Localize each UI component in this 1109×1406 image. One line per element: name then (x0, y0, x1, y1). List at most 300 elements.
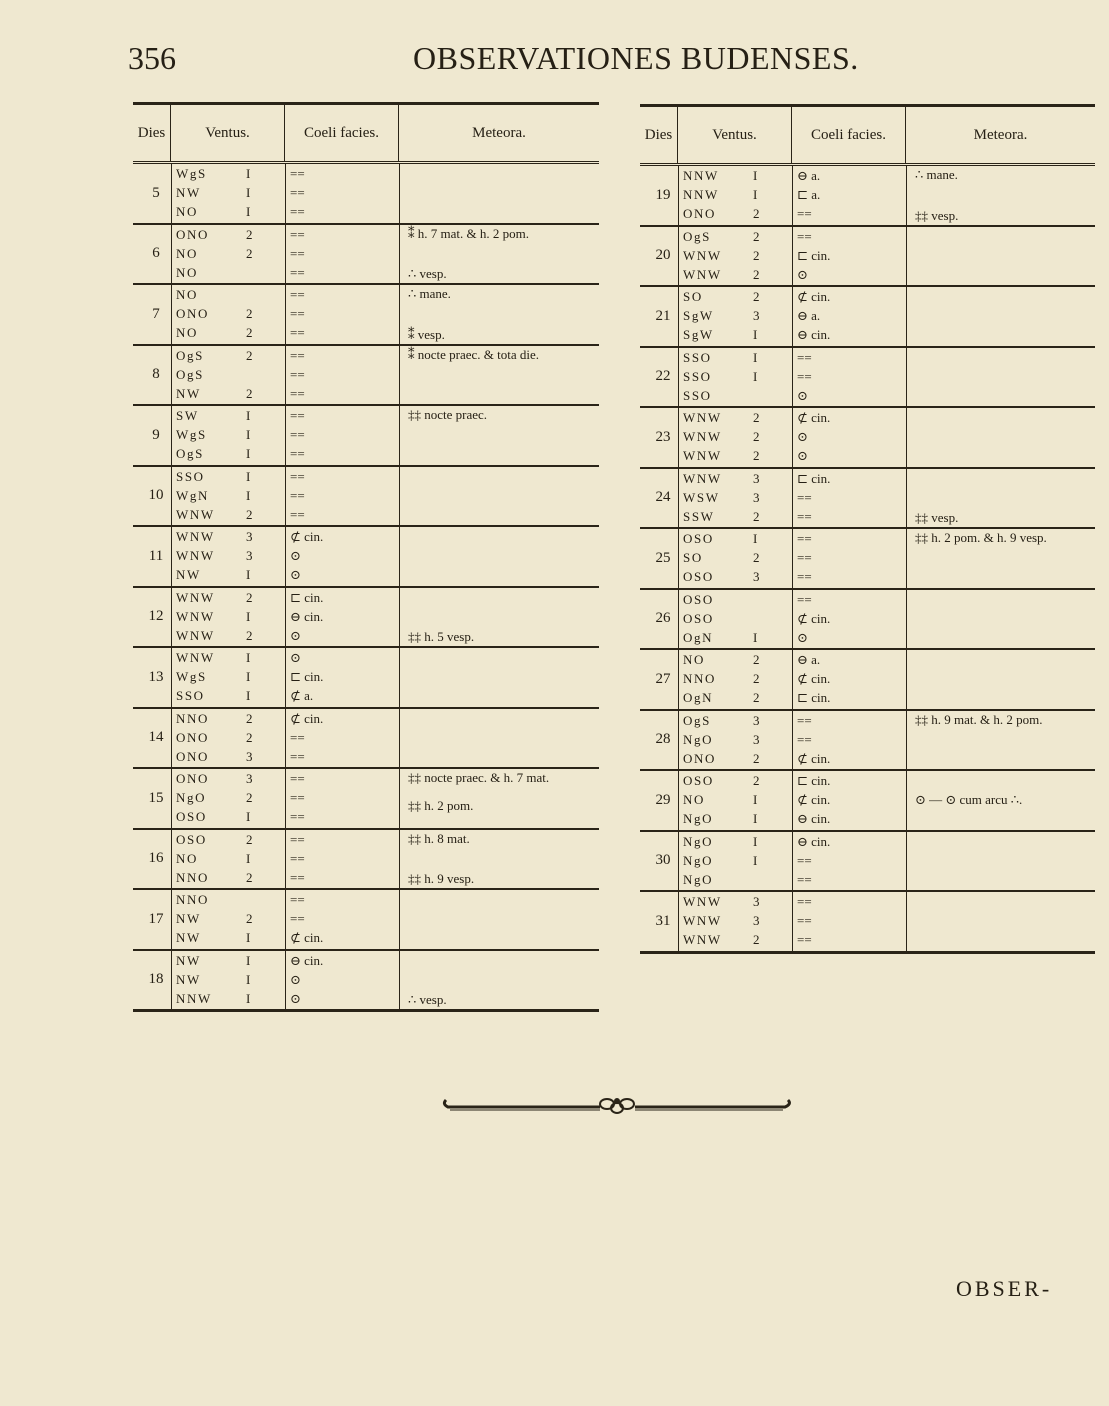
sky-cell (285, 709, 399, 768)
sky-symbol: == (797, 852, 812, 868)
wind-reading (683, 410, 792, 426)
wind-reading (176, 348, 285, 364)
sky-symbol: == (290, 226, 305, 242)
meteora-cell (906, 408, 1095, 467)
day-cell: 15 (148, 789, 164, 806)
wind-cell (678, 287, 792, 346)
sky-symbol: ⊙ (797, 387, 808, 403)
sky-symbol: == (290, 911, 305, 927)
table-row (133, 164, 599, 225)
sky-symbol: == (797, 228, 812, 244)
sky-symbol: ⊄ a. (290, 688, 314, 704)
wind-direction: SSO (683, 368, 712, 384)
sky-symbol: == (290, 468, 305, 484)
wind-direction: WgN (176, 487, 209, 503)
wind-force: I (246, 427, 252, 443)
meteora-cell (399, 769, 599, 828)
wind-force: 2 (753, 508, 762, 524)
header-meteora: Meteora. (472, 124, 526, 141)
wind-cell (171, 225, 285, 284)
wind-force (246, 892, 266, 908)
meteora-cell (906, 892, 1095, 951)
day-cell: 27 (655, 670, 671, 687)
sky-symbol: ⊖ cin. (797, 833, 831, 849)
wind-direction: WgS (176, 669, 207, 685)
wind-force: I (753, 368, 759, 384)
wind-force: 3 (246, 771, 255, 787)
wind-direction: WNW (176, 608, 215, 624)
day-cell: 28 (655, 731, 671, 748)
sky-symbol: == (797, 531, 812, 547)
wind-direction: WNW (176, 650, 215, 666)
meteora-note: ‡‡ h. 2 pom. & h. 9 vesp. (915, 530, 1047, 545)
day-cell: 14 (148, 729, 164, 746)
wind-reading (176, 567, 285, 583)
wind-reading (683, 932, 792, 948)
sky-cell (285, 588, 399, 647)
sky-symbol: == (290, 366, 305, 382)
wind-cell (171, 890, 285, 949)
sky-symbol: ⊏ cin. (290, 589, 324, 605)
wind-reading (176, 911, 285, 927)
table-row (640, 590, 1095, 651)
meteora-note: ⁑ h. 7 mat. & h. 2 pom. (408, 225, 529, 241)
day-cell: 22 (655, 368, 671, 385)
sky-symbol: == (290, 325, 305, 341)
wind-force: 2 (753, 932, 762, 948)
day-cell: 9 (152, 426, 160, 443)
table-row (640, 650, 1095, 711)
wind-reading (176, 953, 285, 969)
meteora-note: ‡‡ h. 8 mat. (408, 830, 470, 846)
wind-direction: WNW (683, 247, 722, 263)
day-cell: 31 (655, 912, 671, 929)
day-cell: 11 (148, 547, 164, 564)
day-cell: 17 (148, 910, 164, 927)
wind-direction: NNW (683, 187, 719, 203)
day-cell: 18 (148, 971, 164, 988)
wind-direction: OSO (176, 831, 207, 847)
wind-force: 2 (246, 306, 255, 322)
sky-symbol: == (290, 166, 305, 182)
wind-force: 3 (753, 470, 762, 486)
sky-cell (792, 348, 906, 407)
table-row (133, 648, 599, 709)
meteora-note: ‡‡ h. 9 vesp. (408, 871, 475, 886)
wind-force: 3 (246, 748, 255, 764)
wind-cell (171, 648, 285, 707)
wind-force: 2 (246, 506, 255, 522)
meteora-note: ∴ vesp. (408, 992, 447, 1007)
day-cell: 25 (655, 549, 671, 566)
wind-direction: WNW (176, 529, 215, 545)
sky-cell (285, 648, 399, 707)
wind-direction: NgO (683, 811, 714, 827)
wind-direction: WNW (683, 448, 722, 464)
wind-reading (683, 751, 792, 767)
wind-reading (683, 248, 792, 264)
sky-symbol: ⊙ (290, 548, 301, 564)
wind-direction: NgO (176, 790, 207, 806)
table-row (640, 832, 1095, 893)
wind-reading (683, 690, 792, 706)
sky-cell (792, 529, 906, 588)
weather-table-left (133, 102, 599, 1012)
sky-symbol: == (797, 206, 812, 222)
sky-symbol: ⊄ cin. (797, 792, 831, 808)
wind-direction: WNW (176, 627, 215, 643)
wind-force: 2 (753, 448, 762, 464)
meteora-note: ⁑ nocte praec. & tota die. (408, 346, 540, 362)
wind-force: 2 (246, 245, 255, 261)
wind-reading (176, 749, 285, 765)
wind-reading (176, 469, 285, 485)
wind-reading (683, 894, 792, 910)
wind-direction: OSO (683, 569, 714, 585)
wind-reading (176, 367, 285, 383)
wind-force: 2 (246, 627, 255, 643)
wind-force: I (246, 930, 252, 946)
wind-direction: NW (176, 567, 201, 583)
sky-cell (285, 285, 399, 344)
meteora-cell (906, 650, 1095, 709)
wind-reading (683, 713, 792, 729)
wind-reading (176, 185, 285, 201)
sky-symbol: ⊄ cin. (290, 529, 324, 545)
header-ventus: Ventus. (678, 107, 792, 163)
wind-force (246, 367, 266, 383)
wind-direction: ONO (176, 748, 209, 764)
wind-reading (176, 246, 285, 262)
table-header (133, 105, 599, 164)
wind-direction: SgW (683, 327, 714, 343)
meteora-cell (906, 469, 1095, 528)
wind-direction: NgO (683, 731, 714, 747)
sky-symbol: == (290, 831, 305, 847)
meteora-cell (399, 527, 599, 586)
table-row (133, 830, 599, 891)
wind-cell (171, 527, 285, 586)
wind-reading (176, 227, 285, 243)
day-cell: 30 (655, 852, 671, 869)
wind-direction: NNW (176, 990, 212, 1006)
wind-force: I (246, 204, 252, 220)
wind-force: 2 (246, 869, 255, 885)
day-cell: 29 (655, 791, 671, 808)
wind-force (753, 872, 773, 888)
sky-symbol: == (290, 347, 305, 363)
sky-cell (792, 711, 906, 770)
meteora-cell (906, 590, 1095, 649)
wind-cell (678, 832, 792, 891)
wind-direction: ONO (176, 771, 209, 787)
wind-reading (683, 490, 792, 506)
header-coeli: Coeli facies. (285, 105, 399, 161)
table-row (133, 225, 599, 286)
wind-direction: OgN (683, 690, 714, 706)
wind-direction: WNW (176, 589, 215, 605)
sky-symbol: ⊙ (797, 448, 808, 464)
wind-force: 3 (246, 529, 255, 545)
meteora-cell (906, 711, 1095, 770)
wind-force: I (246, 166, 252, 182)
sky-symbol: == (797, 894, 812, 910)
meteora-cell (906, 529, 1095, 588)
sky-symbol: ⊏ a. (797, 187, 821, 203)
sky-symbol: == (797, 508, 812, 524)
wind-force: I (246, 487, 252, 503)
wind-force: I (753, 792, 759, 808)
sky-symbol: == (797, 731, 812, 747)
sky-symbol: ⊙ (290, 990, 301, 1006)
wind-force: 2 (753, 429, 762, 445)
wind-direction: ONO (683, 206, 716, 222)
sky-cell (285, 951, 399, 1010)
wind-direction: SSW (683, 508, 715, 524)
sky-symbol: == (290, 185, 305, 201)
wind-cell (678, 892, 792, 951)
wind-direction: OgS (176, 446, 204, 462)
wind-reading (683, 429, 792, 445)
table-row (133, 346, 599, 407)
wind-reading (683, 872, 792, 888)
wind-force: 2 (753, 247, 762, 263)
sky-cell (792, 287, 906, 346)
wind-force: I (753, 811, 759, 827)
wind-reading (683, 853, 792, 869)
wind-force: 2 (246, 226, 255, 242)
sky-symbol: ⊏ cin. (797, 773, 831, 789)
sky-cell (792, 227, 906, 286)
wind-reading (683, 206, 792, 222)
wind-reading (176, 287, 285, 303)
sky-symbol: ⊖ a. (797, 168, 821, 184)
table-row (133, 769, 599, 830)
day-cell: 16 (148, 850, 164, 867)
table-row (133, 709, 599, 770)
sky-symbol: ⊏ cin. (290, 669, 324, 685)
table-row (133, 588, 599, 649)
wind-force: I (246, 809, 252, 825)
wind-force (753, 611, 773, 627)
wind-cell (171, 285, 285, 344)
wind-force: I (246, 468, 252, 484)
wind-cell (678, 650, 792, 709)
wind-force: I (753, 531, 759, 547)
wind-cell (678, 348, 792, 407)
wind-reading (683, 229, 792, 245)
wind-reading (683, 834, 792, 850)
meteora-cell (399, 588, 599, 647)
sky-symbol: ⊖ a. (797, 652, 821, 668)
day-cell: 24 (655, 489, 671, 506)
meteora-cell (906, 832, 1095, 891)
meteora-cell (399, 467, 599, 526)
wind-force: I (753, 327, 759, 343)
weather-table-right (640, 104, 1095, 954)
wind-cell (678, 771, 792, 830)
meteora-cell (399, 346, 599, 405)
wind-reading (683, 913, 792, 929)
wind-direction: WNW (683, 429, 722, 445)
table-row (640, 711, 1095, 772)
header-meteora: Meteora. (973, 126, 1028, 143)
sky-symbol: ⊄ cin. (797, 610, 831, 626)
wind-force: 2 (753, 410, 762, 426)
day-cell: 13 (148, 668, 164, 685)
wind-cell (678, 166, 792, 225)
wind-cell (171, 164, 285, 223)
sky-cell (285, 830, 399, 889)
sky-symbol: == (290, 506, 305, 522)
sky-cell (285, 890, 399, 949)
table-row (640, 529, 1095, 590)
wind-direction: NO (176, 264, 198, 280)
wind-reading (683, 531, 792, 547)
wind-direction: SO (683, 289, 703, 305)
wind-direction: NO (176, 245, 198, 261)
wind-direction: SW (176, 408, 199, 424)
sky-cell (792, 650, 906, 709)
wind-force: I (246, 990, 252, 1006)
meteora-cell (399, 830, 599, 889)
sky-symbol: == (290, 729, 305, 745)
wind-direction: WNW (683, 410, 722, 426)
meteora-note: ∴ mane. (408, 286, 451, 301)
sky-symbol: ⊖ cin. (797, 811, 831, 827)
wind-reading (176, 771, 285, 787)
sky-cell (285, 467, 399, 526)
wind-force (246, 265, 266, 281)
wind-force: I (246, 185, 252, 201)
wind-direction: NgO (683, 871, 714, 887)
sky-symbol: ⊏ cin. (797, 690, 831, 706)
sky-cell (792, 832, 906, 891)
wind-force: I (753, 168, 759, 184)
sky-symbol: ⊙ (290, 567, 301, 583)
wind-reading (683, 350, 792, 366)
meteora-cell (399, 709, 599, 768)
wind-force: I (246, 608, 252, 624)
sky-symbol: == (797, 569, 812, 585)
day-cell: 12 (148, 608, 164, 625)
sky-symbol: == (290, 287, 305, 303)
meteora-note: ∴ mane. (915, 167, 958, 182)
wind-direction: OSO (683, 610, 714, 626)
wind-force: 2 (753, 550, 762, 566)
wind-direction: WNW (683, 932, 722, 948)
wind-reading (683, 471, 792, 487)
wind-cell (171, 709, 285, 768)
sky-symbol: ⊄ cin. (797, 410, 831, 426)
wind-reading (176, 851, 285, 867)
table-row (133, 285, 599, 346)
wind-cell (171, 951, 285, 1010)
day-cell: 7 (152, 305, 160, 322)
wind-direction: NW (176, 911, 201, 927)
wind-reading (176, 930, 285, 946)
sky-cell (285, 225, 399, 284)
page-number: 356 (128, 40, 176, 76)
sky-symbol: == (290, 204, 305, 220)
wind-force: 2 (753, 652, 762, 668)
meteora-cell (906, 166, 1095, 225)
sky-symbol: ⊖ cin. (797, 327, 831, 343)
day-cell: 20 (655, 247, 671, 264)
wind-direction: NO (683, 792, 705, 808)
wind-reading (683, 327, 792, 343)
meteora-note: ‡‡ nocte praec. & h. 7 mat. (408, 770, 550, 785)
wind-direction: ONO (683, 750, 716, 766)
wind-reading (176, 590, 285, 606)
sky-symbol: == (290, 892, 305, 908)
wind-direction: WNW (683, 894, 722, 910)
sky-symbol: ⊙ (290, 650, 301, 666)
day-cell: 8 (152, 366, 160, 383)
wind-cell (171, 769, 285, 828)
wind-direction: NW (176, 952, 201, 968)
sky-symbol: == (290, 869, 305, 885)
sky-cell (792, 771, 906, 830)
day-cell: 26 (655, 610, 671, 627)
wind-force: 3 (753, 712, 762, 728)
wind-reading (176, 809, 285, 825)
wind-force (246, 287, 266, 303)
wind-force: 2 (246, 589, 255, 605)
wind-direction: WNW (176, 548, 215, 564)
wind-force: 2 (753, 289, 762, 305)
sky-symbol: == (797, 712, 812, 728)
wind-force: 2 (753, 750, 762, 766)
meteora-note: ‡‡ h. 2 pom. (408, 798, 474, 814)
meteora-cell (399, 285, 599, 344)
meteora-note: ‡‡ h. 5 vesp. (408, 629, 475, 644)
wind-direction: SSO (176, 468, 205, 484)
table-row (133, 951, 599, 1010)
sky-cell (792, 590, 906, 649)
meteora-cell (399, 164, 599, 223)
meteora-cell (906, 227, 1095, 286)
sky-symbol: == (290, 771, 305, 787)
wind-direction: NO (176, 204, 198, 220)
wind-force: I (246, 688, 252, 704)
sky-symbol: == (797, 550, 812, 566)
sky-symbol: == (797, 591, 812, 607)
wind-reading (683, 369, 792, 385)
wind-direction: NO (176, 325, 198, 341)
sky-symbol: == (797, 349, 812, 365)
wind-direction: SSO (683, 387, 712, 403)
wind-direction: WNW (683, 266, 722, 282)
table-row (640, 287, 1095, 348)
wind-reading (176, 507, 285, 523)
wind-direction: NgO (683, 833, 714, 849)
sky-symbol: ⊏ cin. (797, 247, 831, 263)
table-header (640, 107, 1095, 166)
wind-force: 2 (753, 773, 762, 789)
wind-direction: OgN (683, 629, 714, 645)
wind-reading (683, 267, 792, 283)
wind-reading (176, 650, 285, 666)
wind-reading (683, 550, 792, 566)
sky-symbol: == (290, 748, 305, 764)
wind-direction: SO (683, 550, 703, 566)
meteora-note: ‡‡ vesp. (915, 207, 959, 223)
wind-force: 3 (753, 569, 762, 585)
wind-force: 2 (246, 790, 255, 806)
wind-force: I (246, 567, 252, 583)
wind-force: I (246, 952, 252, 968)
